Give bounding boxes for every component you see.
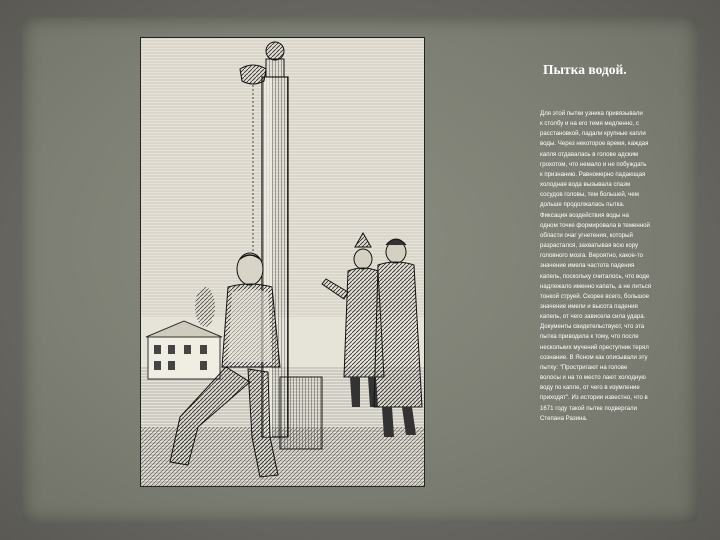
body-line: одном точке формировала в теменной [540,221,650,229]
body-line: области очаг угнетения, который [540,231,633,239]
body-line: Фиксация воздействия воды на [540,211,629,219]
body-line: головного мозга. Вероятно, какое-то [540,252,643,260]
body-line: волосы и на то место лают холодную [540,374,646,382]
body-line: воды. Через некоторое время, каждая [540,140,649,148]
body-line: Степана Разина. [540,414,588,422]
body-line: Для этой пытки узника привязывали [540,110,643,117]
water-torture-engraving [140,37,425,487]
body-line: расстановкой, падали крупные капли [540,130,646,138]
body-line: значение имела частота падения [540,262,635,270]
slide-title: Пытка водой. [543,62,627,77]
body-line: тонкой струей. Скорее всего, большое [540,292,650,300]
body-line: приходят". Из истории известно, что в [540,394,648,402]
body-line: к столбу и на его темя медленно, с [540,120,639,128]
slide-body-text [540,109,688,424]
body-line: капель, поскольку считалось, что воде [540,272,650,280]
body-line: грохотом, что немало и не побуждать [540,160,647,168]
body-line: нескольких мучений преступник терял [540,343,649,351]
body-line: разрастался, захватывая всю кору [540,242,639,250]
body-line: воду по капле, от чего в изумление [540,384,640,392]
body-line: капель, от чего зависела сила удара. [540,313,646,321]
body-line: значение имели и высота падения [540,302,638,310]
body-line: дольше продолжалась пытка. [540,201,625,209]
body-line: сознание. В Ясном как описывали эту [540,353,648,361]
body-line: холодная вода вызывала спазм [540,181,631,189]
body-line: к признанию. Равномерно падающая [540,170,646,178]
body-line: пытка приводила к тому, что после [540,333,639,341]
body-line: надлежало именно капать, а не литься [540,282,652,290]
body-line: капля отдавалась в голове адским [540,150,639,158]
body-line: пытку: "Простригают на голове [540,363,628,371]
body-line: 1671 году такой пытке подвергали [540,404,638,412]
body-line: сосудов головы, тем большей, чем [540,191,639,199]
body-line: Документы свидетельствуют, что эта [540,323,645,331]
